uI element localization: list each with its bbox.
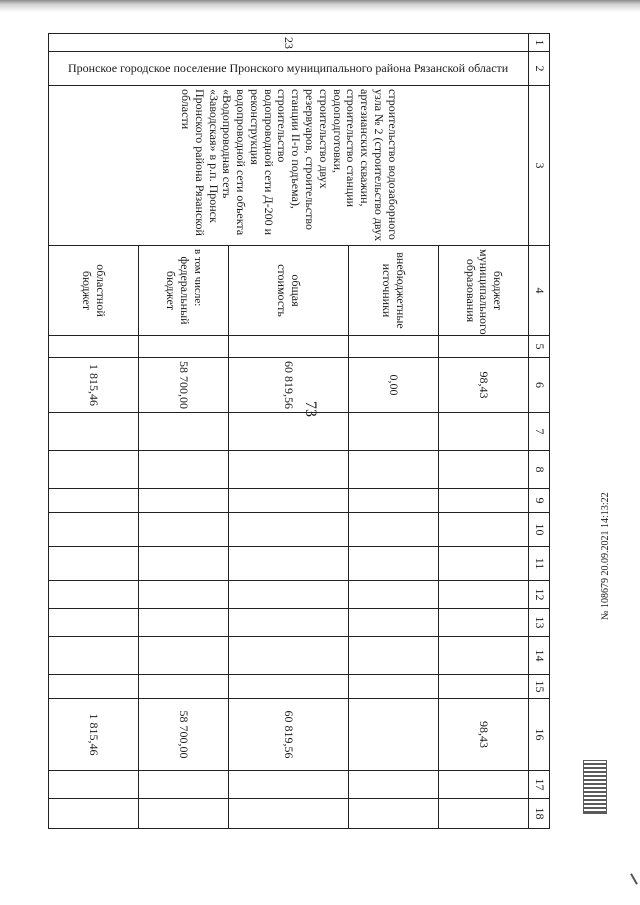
value-cell [349, 699, 439, 771]
header-cell: 1 [529, 34, 550, 52]
source-text: федеральный бюджет [164, 256, 192, 325]
value-cell: 60 819,56 [229, 699, 349, 771]
header-cell: 9 [529, 489, 550, 513]
source-label: внебюджетные источники [349, 246, 439, 336]
value-cell: 1 815,46 [49, 358, 139, 413]
value-cell: 98,43 [439, 358, 529, 413]
scan-mark [630, 873, 638, 884]
header-cell: 17 [529, 771, 550, 799]
rotated-table [55, 33, 550, 820]
header-cell: 3 [529, 86, 550, 246]
value-cell: 58 700,00 [139, 358, 229, 413]
empty-cell [49, 336, 139, 358]
footer-stamp-text: № 108679 20.09.2021 14:13:22 [600, 492, 611, 620]
scan-edge [0, 0, 640, 14]
source-label: бюджет муниципального образования [439, 246, 529, 336]
source-label: общая стоимость [229, 246, 349, 336]
value-cell: 60 819,56 [229, 358, 349, 413]
header-cell: 8 [529, 451, 550, 489]
row-number: 23 [49, 34, 529, 52]
source-label [139, 246, 229, 336]
header-cell: 5 [529, 336, 550, 358]
header-cell: 18 [529, 799, 550, 829]
empty-cell [139, 336, 229, 358]
header-cell: 4 [529, 246, 550, 336]
header-cell: 12 [529, 581, 550, 609]
value-cell: 58 700,00 [139, 699, 229, 771]
header-cell: 16 [529, 699, 550, 771]
barcode-stamp-icon [583, 760, 607, 814]
table-row [439, 34, 529, 829]
empty-cell [349, 336, 439, 358]
value-cell: 0,00 [349, 358, 439, 413]
header-cell: 7 [529, 413, 550, 451]
value-cell: 98,43 [439, 699, 529, 771]
header-cell: 13 [529, 609, 550, 637]
table-wrapper [55, 33, 550, 820]
budget-table [48, 33, 550, 829]
header-cell: 14 [529, 637, 550, 675]
header-cell: 6 [529, 358, 550, 413]
in-total-label: в том числе: [191, 249, 204, 307]
settlement-name: Пронское городское поселение Пронского муниципального района Рязанской области [49, 52, 529, 86]
header-cell: 2 [529, 52, 550, 86]
empty-cell [439, 336, 529, 358]
header-cell: 11 [529, 547, 550, 581]
header-cell: 15 [529, 675, 550, 699]
source-label: областной бюджет [49, 246, 139, 336]
header-cell: 10 [529, 513, 550, 547]
page-number: 73 [302, 401, 319, 417]
empty-cell [229, 336, 349, 358]
header-row [529, 34, 550, 829]
project-description: строительство водозаборного узла № 2 (строительство двух артезианских скважин, строительство станции водоподготовки, строительство двух резервуаров, строительство станции II-го подъема), строительство водопроводной сети Д-200 и реконструкция водопроводной сети объекта «Водопроводная сеть «Заводская» в р.п. Пронск Пронского района Рязанской области [49, 86, 529, 246]
value-cell: 1 815,46 [49, 699, 139, 771]
